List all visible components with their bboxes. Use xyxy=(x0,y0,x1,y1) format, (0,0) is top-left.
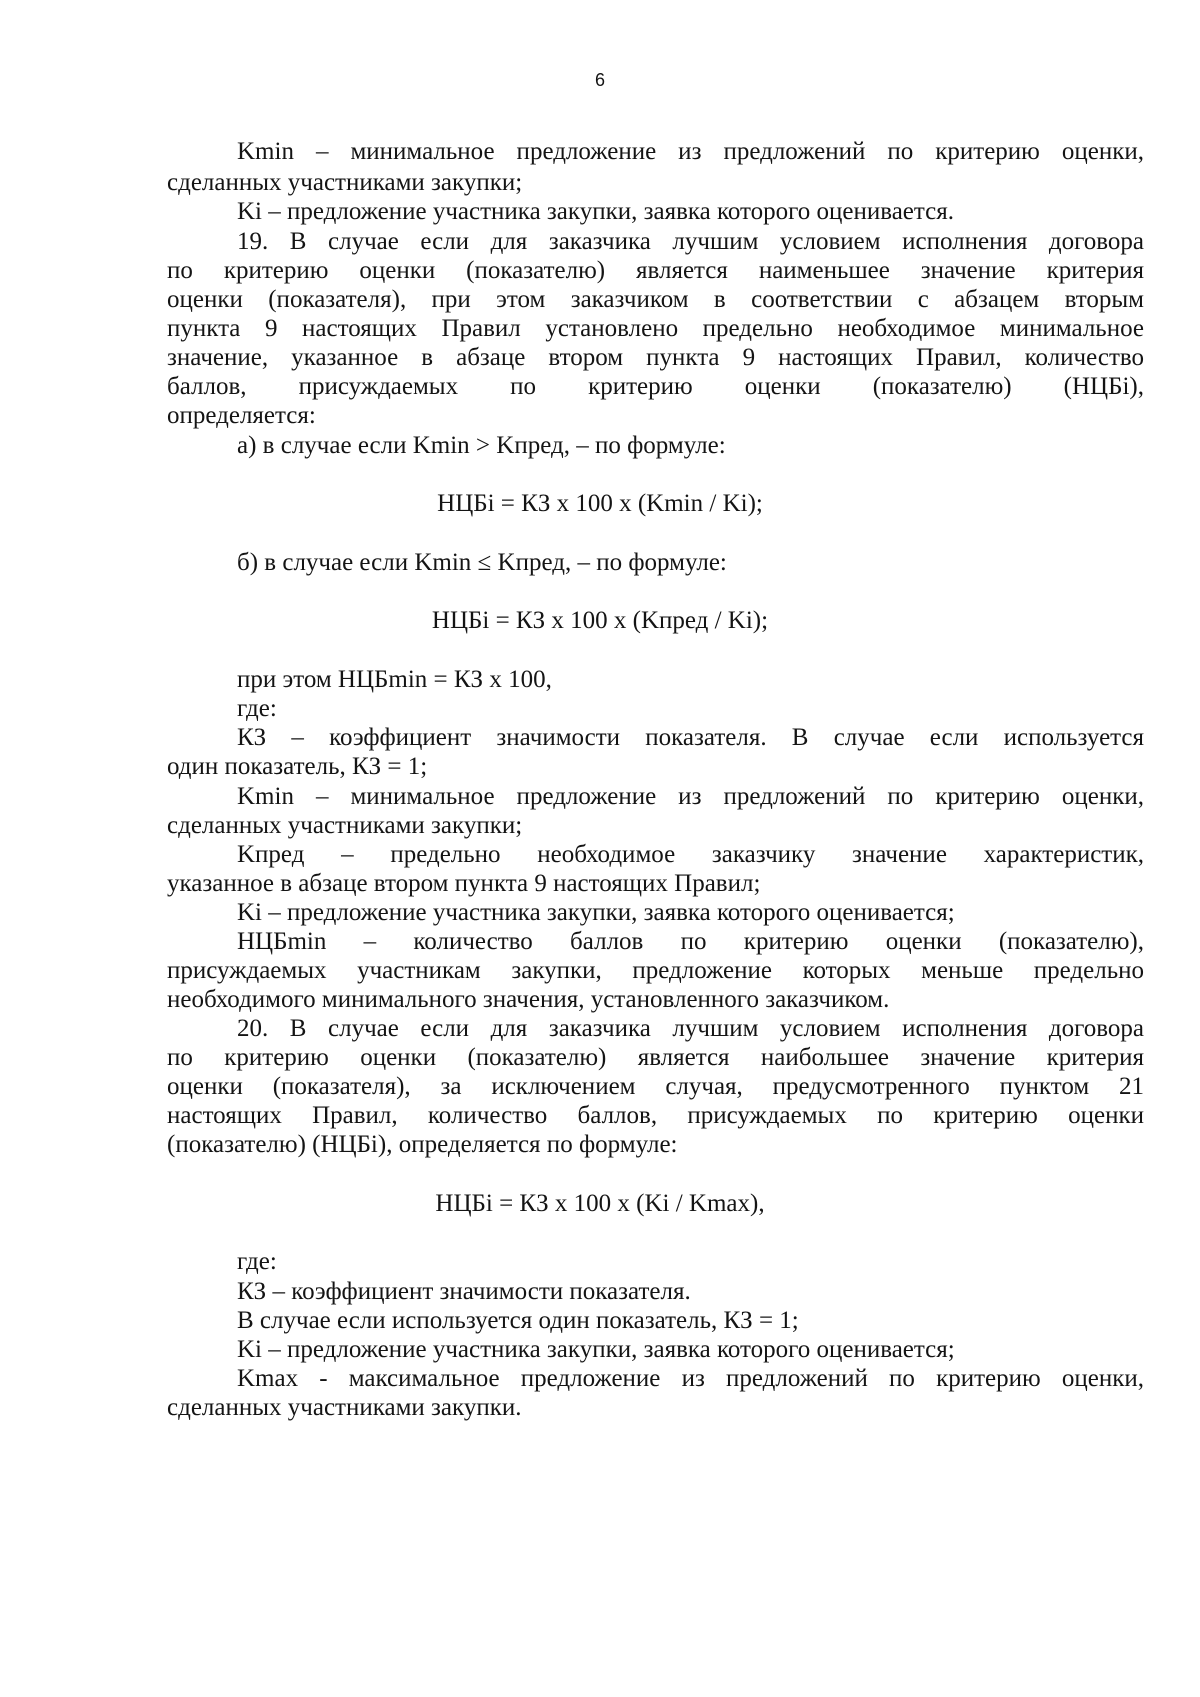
text-line: по критерию оценки (показателю) является наименьшее значение критерия xyxy=(167,257,1144,284)
formula: НЦБi = КЗ x 100 x (Ki / Kmax), xyxy=(435,1190,765,1217)
text-line: где: xyxy=(237,695,277,722)
text-line: сделанных участниками закупки; xyxy=(167,812,523,839)
text-line: оценки (показателя), при этом заказчиком в соответствии с абзацем вторым xyxy=(167,286,1144,313)
text-line: по критерию оценки (показателю) является наибольшее значение критерия xyxy=(167,1044,1144,1071)
text-line: где: xyxy=(237,1248,277,1275)
text-line: Kmin – минимальное предложение из предложений по критерию оценки, xyxy=(237,138,1144,165)
text-line: оценки (показателя), за исключением случая, предусмотренного пунктом 21 xyxy=(167,1073,1144,1100)
text-line: Kпред – предельно необходимое заказчику значение характеристик, xyxy=(237,841,1144,868)
formula: НЦБi = КЗ x 100 x (Kпред / Ki); xyxy=(431,607,769,634)
text-line: при этом НЦБmin = КЗ x 100, xyxy=(237,666,552,693)
text-line: один показатель, КЗ = 1; xyxy=(167,753,428,780)
formula: НЦБi = КЗ x 100 x (Kmin / Ki); xyxy=(437,490,763,517)
text-line: определяется: xyxy=(167,402,316,429)
text-line: а) в случае если Kmin > Kпред, – по формуле: xyxy=(237,432,726,459)
text-line: Kmin – минимальное предложение из предложений по критерию оценки, xyxy=(237,783,1144,810)
text-line: 20. В случае если для заказчика лучшим условием исполнения договора xyxy=(237,1015,1144,1042)
page-number: 6 xyxy=(594,70,605,90)
text-line: необходимого минимального значения, установленного заказчиком. xyxy=(167,986,890,1013)
text-line: пункта 9 настоящих Правил установлено предельно необходимое минимальное xyxy=(167,315,1144,342)
text-line: КЗ – коэффициент значимости показателя. xyxy=(237,1278,691,1305)
text-line: КЗ – коэффициент значимости показателя. В случае если используется xyxy=(237,724,1144,751)
text-line: Kmax - максимальное предложение из предложений по критерию оценки, xyxy=(237,1365,1144,1392)
text-line: (показателю) (НЦБi), определяется по формуле: xyxy=(167,1131,678,1158)
text-line: В случае если используется один показатель, КЗ = 1; xyxy=(237,1307,799,1334)
text-line: сделанных участниками закупки; xyxy=(167,169,523,196)
text-line: сделанных участниками закупки. xyxy=(167,1394,522,1421)
text-line: Ki – предложение участника закупки, заявка которого оценивается; xyxy=(237,1336,955,1363)
text-line: НЦБmin – количество баллов по критерию оценки (показателю), xyxy=(237,928,1144,955)
text-line: 19. В случае если для заказчика лучшим условием исполнения договора xyxy=(237,228,1144,255)
text-line: Ki – предложение участника закупки, заявка которого оценивается; xyxy=(237,899,955,926)
text-line: б) в случае если Kmin ≤ Kпред, – по формуле: xyxy=(237,549,727,576)
text-line: Ki – предложение участника закупки, заявка которого оценивается. xyxy=(237,198,954,225)
text-line: указанное в абзаце втором пункта 9 настоящих Правил; xyxy=(167,870,761,897)
text-line: настоящих Правил, количество баллов, присуждаемых по критерию оценки xyxy=(167,1102,1144,1129)
text-line: присуждаемых участникам закупки, предложение которых меньше предельно xyxy=(167,957,1144,984)
text-line: значение, указанное в абзаце втором пункта 9 настоящих Правил, количество xyxy=(167,344,1144,371)
text-line: баллов, присуждаемых по критерию оценки (показателю) (НЦБi), xyxy=(167,373,1144,400)
